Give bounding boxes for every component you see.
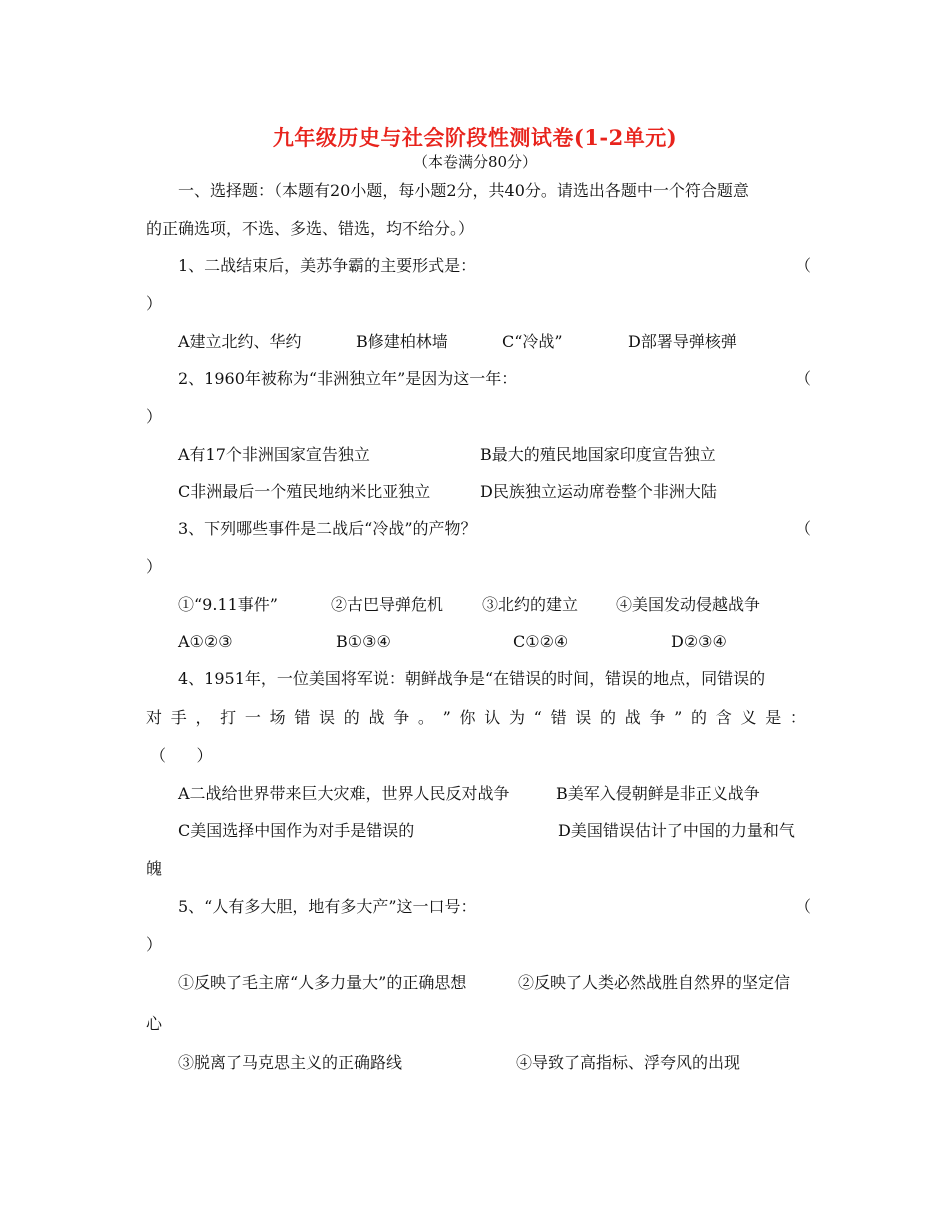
- question-5-item-4: ④导致了高指标、浮夸风的出现: [516, 1053, 741, 1072]
- answer-paren: （ ）: [150, 746, 213, 765]
- stem-char: ：: [789, 708, 806, 727]
- document-title: 九年级历史与社会阶段性测试卷(1-2单元): [272, 125, 678, 150]
- question-1-option-b: B修建柏林墙: [356, 332, 448, 351]
- question-3-event-1: ①“9.11事件”: [178, 595, 278, 614]
- question-2-option-b: B最大的殖民地国家印度宣告独立: [480, 445, 716, 464]
- question-4-stem: 4、1951年，一位美国将军说：朝鲜战争是“在错误的时间，错误的地点，同错误的: [178, 669, 766, 688]
- stem-char: 争: [393, 708, 410, 727]
- stem-char: 。: [417, 708, 434, 727]
- answer-paren-close: ）: [146, 294, 163, 313]
- question-1-option-a: A建立北约、华约: [178, 332, 302, 351]
- question-3-option-c: C①②④: [513, 632, 569, 651]
- question-2-option-c: C非洲最后一个殖民地纳米比亚独立: [178, 482, 431, 501]
- question-4-option-d-wrap: 魄: [146, 859, 163, 878]
- stem-char: 的: [343, 708, 360, 727]
- question-2-option-d: D民族独立运动席卷整个非洲大陆: [480, 482, 717, 501]
- question-4-option-a: A二战给世界带来巨大灾难，世界人民反对战争: [178, 784, 510, 803]
- answer-paren-open: （: [795, 369, 812, 388]
- stem-char: 含: [715, 708, 732, 727]
- question-1-option-d: D部署导弹核弹: [628, 332, 737, 351]
- stem-char: 是: [765, 708, 782, 727]
- question-3-event-2: ②古巴导弹危机: [331, 595, 444, 614]
- question-3-event-4: ④美国发动侵越战争: [616, 595, 761, 614]
- stem-char: 场: [269, 708, 286, 727]
- stem-char: 误: [575, 708, 592, 727]
- stem-char: ”: [674, 708, 683, 727]
- question-5-stem: 5、“人有多大胆，地有多大产”这一口号：: [178, 897, 477, 916]
- question-5-item-1: ①反映了毛主席“人多力量大”的正确思想: [178, 973, 467, 992]
- answer-paren-open: （: [795, 519, 812, 538]
- stem-char: 手: [170, 708, 187, 727]
- stem-char: ”: [442, 708, 451, 727]
- section-heading-cont: 的正确选项，不选、多选、错选，均不给分。）: [146, 219, 475, 238]
- stem-char: 战: [624, 708, 641, 727]
- stem-char: 为: [508, 708, 525, 727]
- answer-paren-close: ）: [146, 557, 163, 576]
- stem-char: 误: [319, 708, 336, 727]
- question-5-item-2-wrap: 心: [146, 1014, 163, 1033]
- question-3-option-a: A①②③: [178, 632, 233, 651]
- question-5-item-2: ②反映了人类必然战胜自然界的坚定信: [518, 973, 791, 992]
- stem-char: 打: [220, 708, 237, 727]
- stem-char: 的: [600, 708, 617, 727]
- answer-paren-open: （: [795, 897, 812, 916]
- stem-char: 对: [146, 708, 163, 727]
- stem-char: 错: [550, 708, 567, 727]
- question-4-stem-cont: [146, 707, 806, 729]
- answer-paren-close: ）: [146, 935, 163, 954]
- answer-paren-open: （: [795, 256, 812, 275]
- answer-paren-close: ）: [146, 407, 163, 426]
- stem-char: ，: [195, 708, 212, 727]
- question-4-option-c: C美国选择中国作为对手是错误的: [178, 821, 415, 840]
- stem-char: 争: [649, 708, 666, 727]
- question-2-stem: 2、1960年被称为“非洲独立年”是因为这一年：: [178, 369, 518, 388]
- question-1-option-c: C“冷战”: [502, 332, 563, 351]
- question-3-stem: 3、下列哪些事件是二战后“冷战”的产物？: [178, 519, 477, 538]
- stem-char: 你: [459, 708, 476, 727]
- stem-char: 错: [294, 708, 311, 727]
- question-1-stem: 1、二战结束后，美苏争霸的主要形式是：: [178, 256, 477, 275]
- stem-char: 认: [484, 708, 501, 727]
- stem-char: 一: [244, 708, 261, 727]
- stem-char: “: [533, 708, 542, 727]
- stem-char: 战: [368, 708, 385, 727]
- question-4-option-b: B美军入侵朝鲜是非正义战争: [556, 784, 760, 803]
- stem-char: 义: [740, 708, 757, 727]
- question-2-option-a: A有17个非洲国家宣告独立: [178, 445, 370, 464]
- question-5-item-3: ③脱离了马克思主义的正确路线: [178, 1053, 403, 1072]
- stem-char: 的: [691, 708, 708, 727]
- question-3-option-b: B①③④: [336, 632, 391, 651]
- document-subtitle: （本卷满分80分）: [412, 153, 538, 171]
- section-heading: 一、选择题：（本题有20小题，每小题2分，共40分。请选出各题中一个符合题意: [178, 181, 749, 200]
- question-3-event-3: ③北约的建立: [482, 595, 579, 614]
- question-3-option-d: D②③④: [671, 632, 727, 651]
- question-4-option-d: D美国错误估计了中国的力量和气: [558, 821, 795, 840]
